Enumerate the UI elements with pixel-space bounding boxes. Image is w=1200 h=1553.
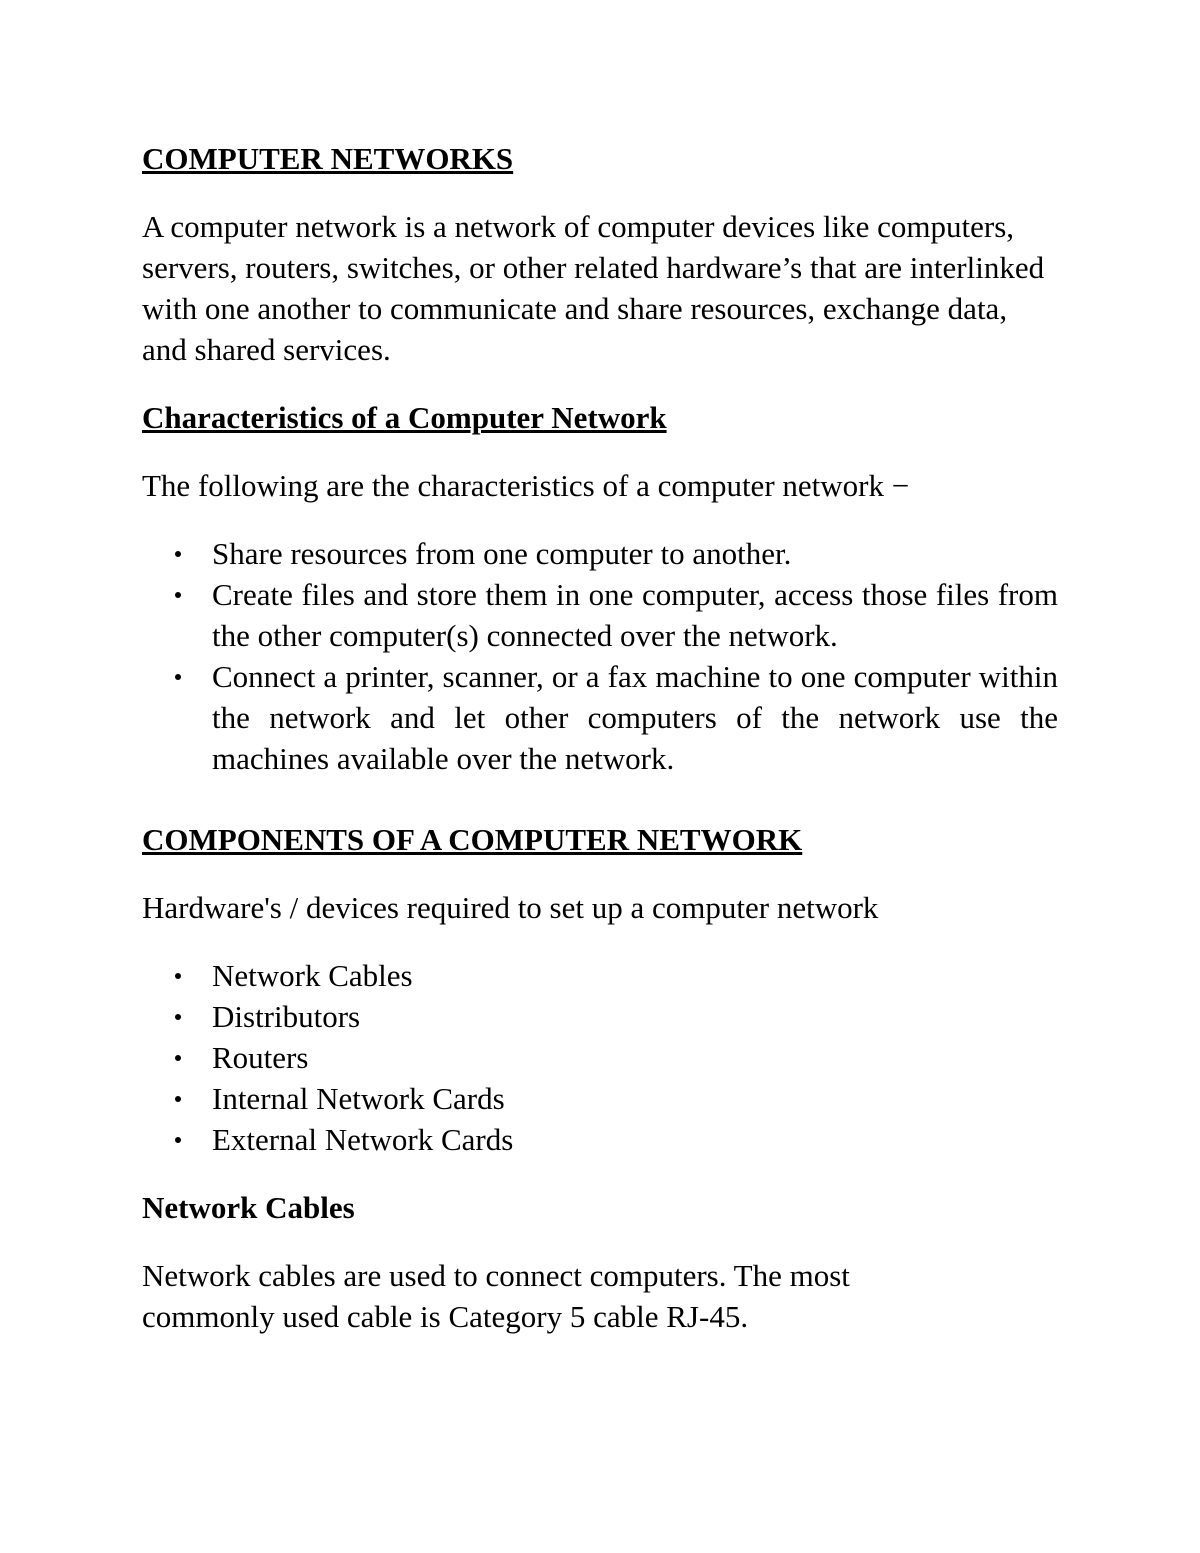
document-title: COMPUTER NETWORKS [142,141,514,176]
list-item [142,1119,1058,1160]
spacer [142,779,1058,819]
list-item-text: Distributors [212,999,361,1034]
spacer [142,1160,1058,1187]
list-item-text: Network Cables [212,958,413,993]
bullet-icon [175,1055,181,1061]
bullet-icon [175,1014,181,1020]
list-item [142,1078,1058,1119]
list-item-text: Create files and store them in one computer, access those files from the other computer(s) connected over the network. [212,577,1058,653]
spacer [142,438,1058,465]
spacer [142,860,1058,887]
bullet-icon [175,973,181,979]
list-item-text: Share resources from one computer to another. [212,536,792,571]
spacer [142,506,1058,533]
bullet-icon [175,592,181,598]
spacer [142,928,1058,955]
list-item-text: Connect a printer, scanner, or a fax machine to one computer within the network and let other computers of the network use the machines available over the network. [212,659,1058,776]
characteristics-heading: Characteristics of a Computer Network [142,400,667,435]
components-heading: COMPONENTS OF A COMPUTER NETWORK [142,822,803,857]
list-item [142,1037,1058,1078]
list-item [142,996,1058,1037]
spacer [142,370,1058,397]
bullet-icon [175,1137,181,1143]
bullet-icon [175,1096,181,1102]
components-list [142,955,1058,1160]
network-cables-paragraph: Network cables are used to connect computers. The most commonly used cable is Category 5 cable RJ-45. [142,1258,850,1334]
list-item [142,955,1058,996]
bullet-icon [175,674,181,680]
document-content [142,138,1058,1337]
list-item-text: External Network Cards [212,1122,514,1157]
list-item-text: Internal Network Cards [212,1081,505,1116]
list-item [142,656,1058,779]
list-item [142,533,1058,574]
components-lead: Hardware's / devices required to set up a computer network [142,890,879,925]
characteristics-lead: The following are the characteristics of a computer network − [142,468,910,503]
spacer [142,179,1058,206]
spacer [142,1228,1058,1255]
characteristics-list [142,533,1058,779]
network-cables-heading: Network Cables [142,1190,355,1225]
bullet-icon [175,551,181,557]
list-item-text: Routers [212,1040,309,1075]
intro-paragraph: A computer network is a network of computer devices like computers, servers, routers, switches, or other related hardware’s that are interlinked with one another to communicate and share resources, exchange data, and shared services. [142,209,1045,367]
list-item [142,574,1058,656]
